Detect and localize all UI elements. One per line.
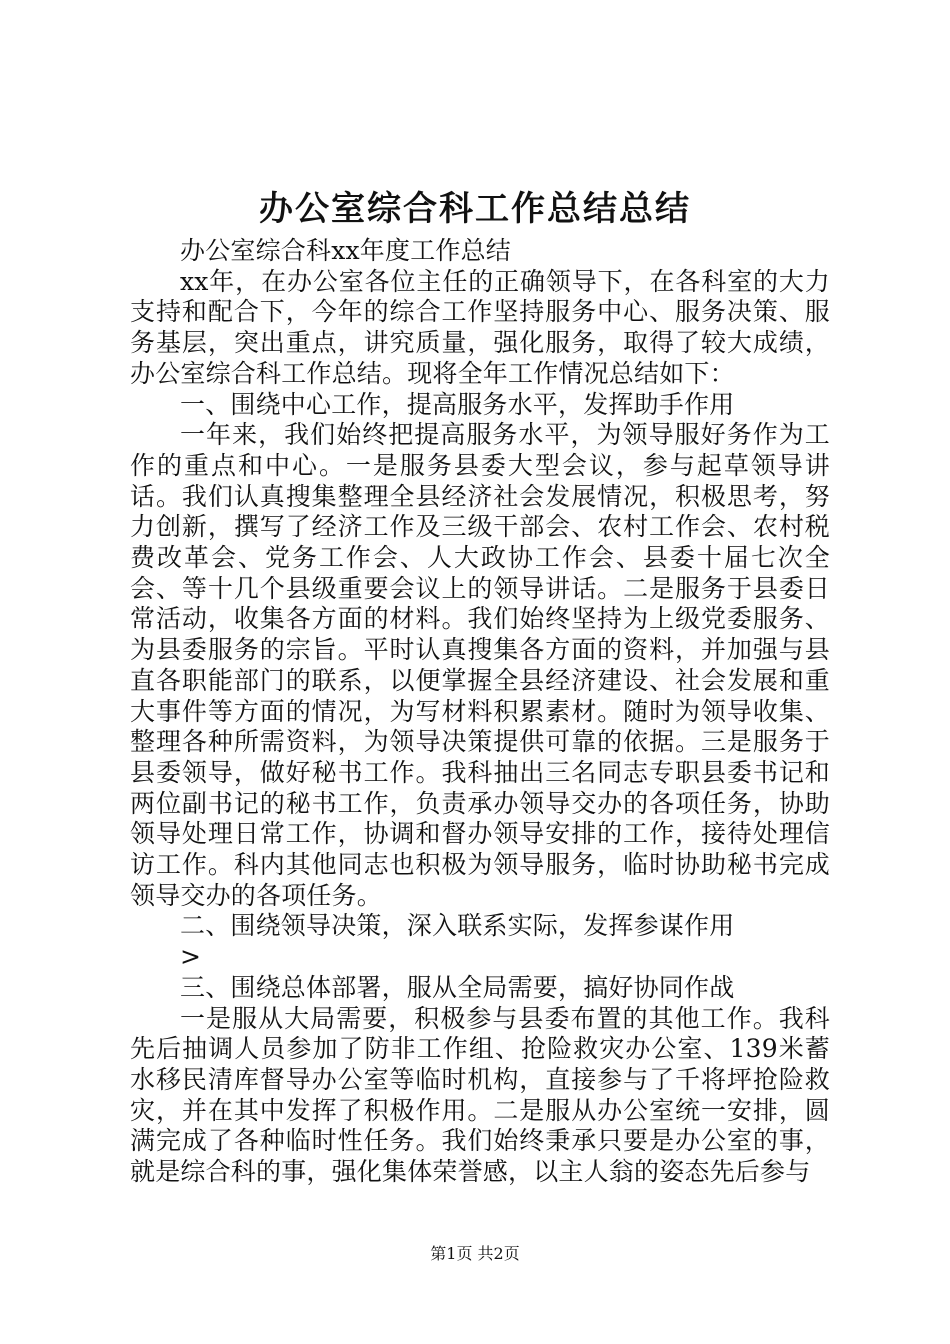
- section-heading-1: 一、围绕中心工作，提高服务水平，发挥助手作用: [180, 389, 735, 419]
- section-1-paragraph: 一年来，我们始终把提高服务水平，为领导服好务作为工作的重点和中心。一是服务县委大型会议，参与起草领导讲话。我们认真搜集整理全县经济社会发展情况，积极思考，努力创新，撰写了经济工作及三级干部会、农村工作会、农村税费改革会、党务工作会、人大政协工作会、县委十届七次全会、等十几个县级重要会议上的领导讲话。二是服务于县委日常活动，收集各方面的材料。我们始终坚持为上级党委服务、为县委服务的宗旨。平时认真搜集各方面的资料，并加强与县直各职能部门的联系，以便掌握全县经济建设、社会发展和重大事件等方面的情况，为写材料积累素材。随时为领导收集、整理各种所需资料，为领导决策提供可靠的依据。三是服务于县委领导，做好秘书工作。我科抽出三名同志专职县委书记和两位副书记的秘书工作，负责承办领导交办的各项任务，协助领导处理日常工作，协调和督办领导安排的工作，接待处理信访工作。科内其他同志也积极为领导服务，临时协助秘书完成领导交办的各项任务。: [130, 420, 830, 910]
- section-heading-3: 三、围绕总体部署，服从全局需要，搞好协同作战: [180, 972, 735, 1002]
- intro-paragraph: xx年，在办公室各位主任的正确领导下，在各科室的大力支持和配合下，今年的综合工作坚持服务中心、服务决策、服务基层，突出重点，讲究质量，强化服务，取得了较大成绩，办公室综合科工作总结。现将全年工作情况总结如下：: [130, 266, 830, 388]
- page-number-footer: 第1页 共2页: [430, 1244, 520, 1263]
- section-2-placeholder: >: [180, 942, 202, 972]
- section-3-paragraph: 一是服从大局需要，积极参与县委布置的其他工作。我科先后抽调人员参加了防非工作组、抢险救灾办公室、139米蓄水移民清库督导办公室等临时机构，直接参与了千将坪抢险救灾，并在其中发挥了积极作用。二是服从办公室统一安排，圆满完成了各种临时性任务。我们始终秉承只要是办公室的事，就是综合科的事，强化集体荣誉感，以主人翁的姿态先后参与: [130, 1003, 830, 1187]
- subtitle-paragraph: 办公室综合科xx年度工作总结: [180, 236, 511, 265]
- section-heading-2: 二、围绕领导决策，深入联系实际，发挥参谋作用: [180, 911, 735, 941]
- page-title: 办公室综合科工作总结总结: [259, 189, 691, 229]
- document-body: [130, 236, 830, 1188]
